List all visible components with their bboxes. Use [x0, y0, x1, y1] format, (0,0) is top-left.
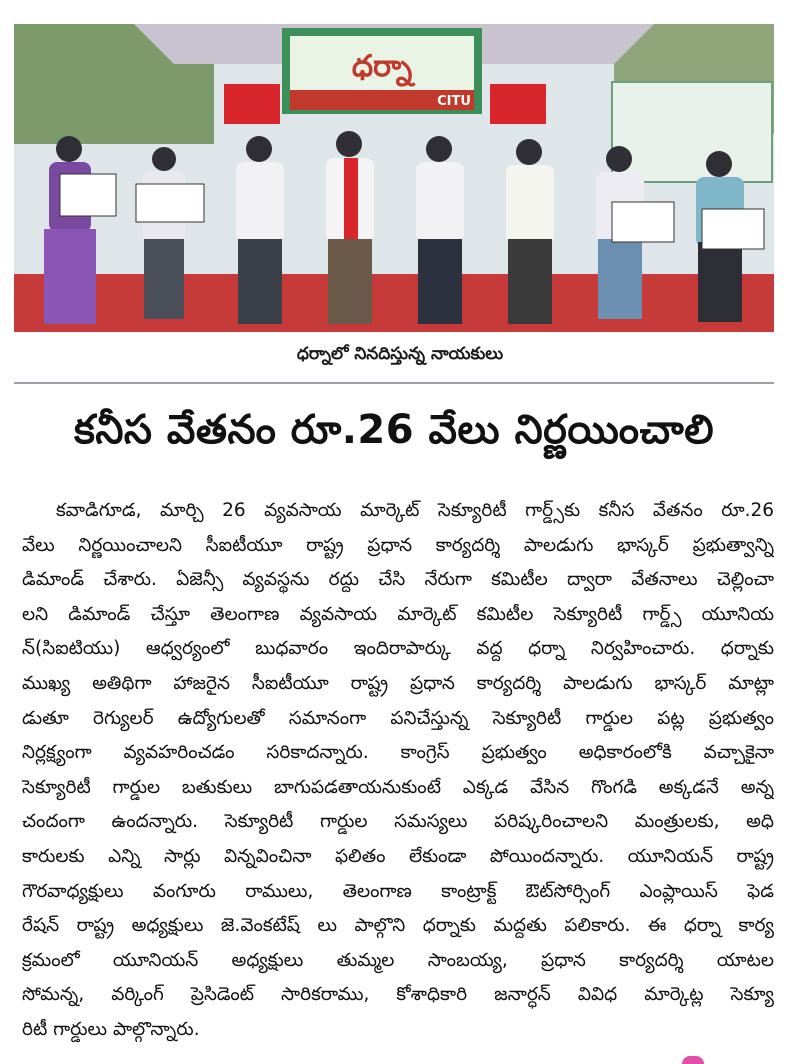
body-line: రేషన్ రాష్ట్ర అధ్యక్షులు జె.వెంకటేష్ లు పాల్గొని ధర్నాకు మద్దతు పలికారు. ఈ ధర్నా కార్య: [22, 915, 774, 937]
red-flag-left: [224, 84, 280, 124]
news-photo: [14, 24, 774, 332]
protest-photo-illustration: [14, 24, 774, 332]
body-line: క్రమంలో యూనియన్ అధ్యక్షులు తుమ్మల సాంబయ్య, ప్రధాన కార్యదర్శి యాటల: [22, 949, 774, 971]
body-line: న్(సిఐటియు) ఆధ్వర్యంలో బుధవారం ఇందిరాపార్కు వద్ద ధర్నా నిర్వహించారు. ధర్నాకు: [22, 638, 774, 660]
body-line: సెక్యూరిటీ గార్డుల బతుకులు బాగుపడతాయనుకుంటే ఎక్కడ వేసిన గొంగడి అక్కడనే అన్న: [22, 776, 774, 798]
headline: కనీస వేతనం రూ.26 వేలు నిర్ణయించాలి: [73, 407, 715, 453]
corner-decoration: [682, 1056, 704, 1064]
body-line: కవాడిగూడ, మార్చి 26 వ్యవసాయ మార్కెట్ సెక్యూరిటీ గార్డ్స్‌కు కనీస వేతనం రూ.26: [56, 500, 774, 521]
article-body: [22, 494, 774, 1048]
body-line: చందంగా ఉందన్నారు. సెక్యూరిటీ గార్డుల సమస్యలు పరిష్కరించాలని మంత్రులకు, అధి: [22, 811, 774, 833]
body-line: వేలు నిర్ణయించాలని సీఐటీయూ రాష్ట్ర ప్రధాన కార్యదర్శి పాలడుగు భాస్కర్ ప్రభుత్వాన్ని: [22, 534, 774, 556]
body-line: డిమాండ్ చేశారు. ఏజెన్సీ వ్యవస్థను రద్దు చేసి నేరుగా కమిటీల ద్వారా వేతనాలు చెల్లించా: [22, 569, 774, 591]
body-line: లని డిమాండ్ చేస్తూ తెలంగాణ వ్యవసాయ మార్కెట్ కమిటీల సెక్యూరిటీ గార్డ్స్ యూనియ: [22, 603, 774, 625]
body-line: ముఖ్య అతిథిగా హాజరైన సీఐటీయూ రాష్ట్ర ప్రధాన కార్యదర్శి పాలడుగు భాస్కర్ మాట్లా: [22, 672, 774, 694]
body-line: డుతూ రెగ్యులర్ ఉద్యోగులతో సమానంగా పనిచేస్తున్న సెక్యూరిటీ గార్డుల పట్ల ప్రభుత్వం: [22, 707, 774, 729]
body-line: కారులకు ఎన్ని సార్లు విన్నవించినా ఫలితం లేకుండా పోయిందన్నారు. యూనియన్ రాష్ట్ర: [22, 845, 774, 867]
red-flag-right: [490, 84, 546, 124]
banner-org: CITU: [437, 94, 471, 109]
photo-caption: ధర్నాలో నినదిస్తున్న నాయకులు: [296, 344, 504, 364]
divider: [14, 382, 774, 384]
body-line: సోమన్న, వర్కింగ్ ప్రెసిడెంట్ సారికరాము, కోశాధికారి జనార్ధన్ వివిధ మార్కెట్ల సెక్యూ: [22, 984, 774, 1006]
body-line: నిర్లక్ష్యంగా వ్యవహరించడం సరికాదన్నారు. కాంగ్రెస్ ప్రభుత్వం అధికారంలోకి వచ్చాకైనా: [22, 742, 774, 764]
body-line: రిటీ గార్డులు పాల్గొన్నారు.: [22, 1018, 200, 1040]
side-poster: [612, 82, 772, 182]
banner-text: ధర్నా: [351, 49, 413, 84]
body-line: గౌరవాధ్యక్షులు వంగూరు రాములు, తెలంగాణ కాంట్రాక్ట్ ఔట్‌సోర్సింగ్ ఎంప్లాయిస్ ఫెడ: [22, 880, 774, 902]
